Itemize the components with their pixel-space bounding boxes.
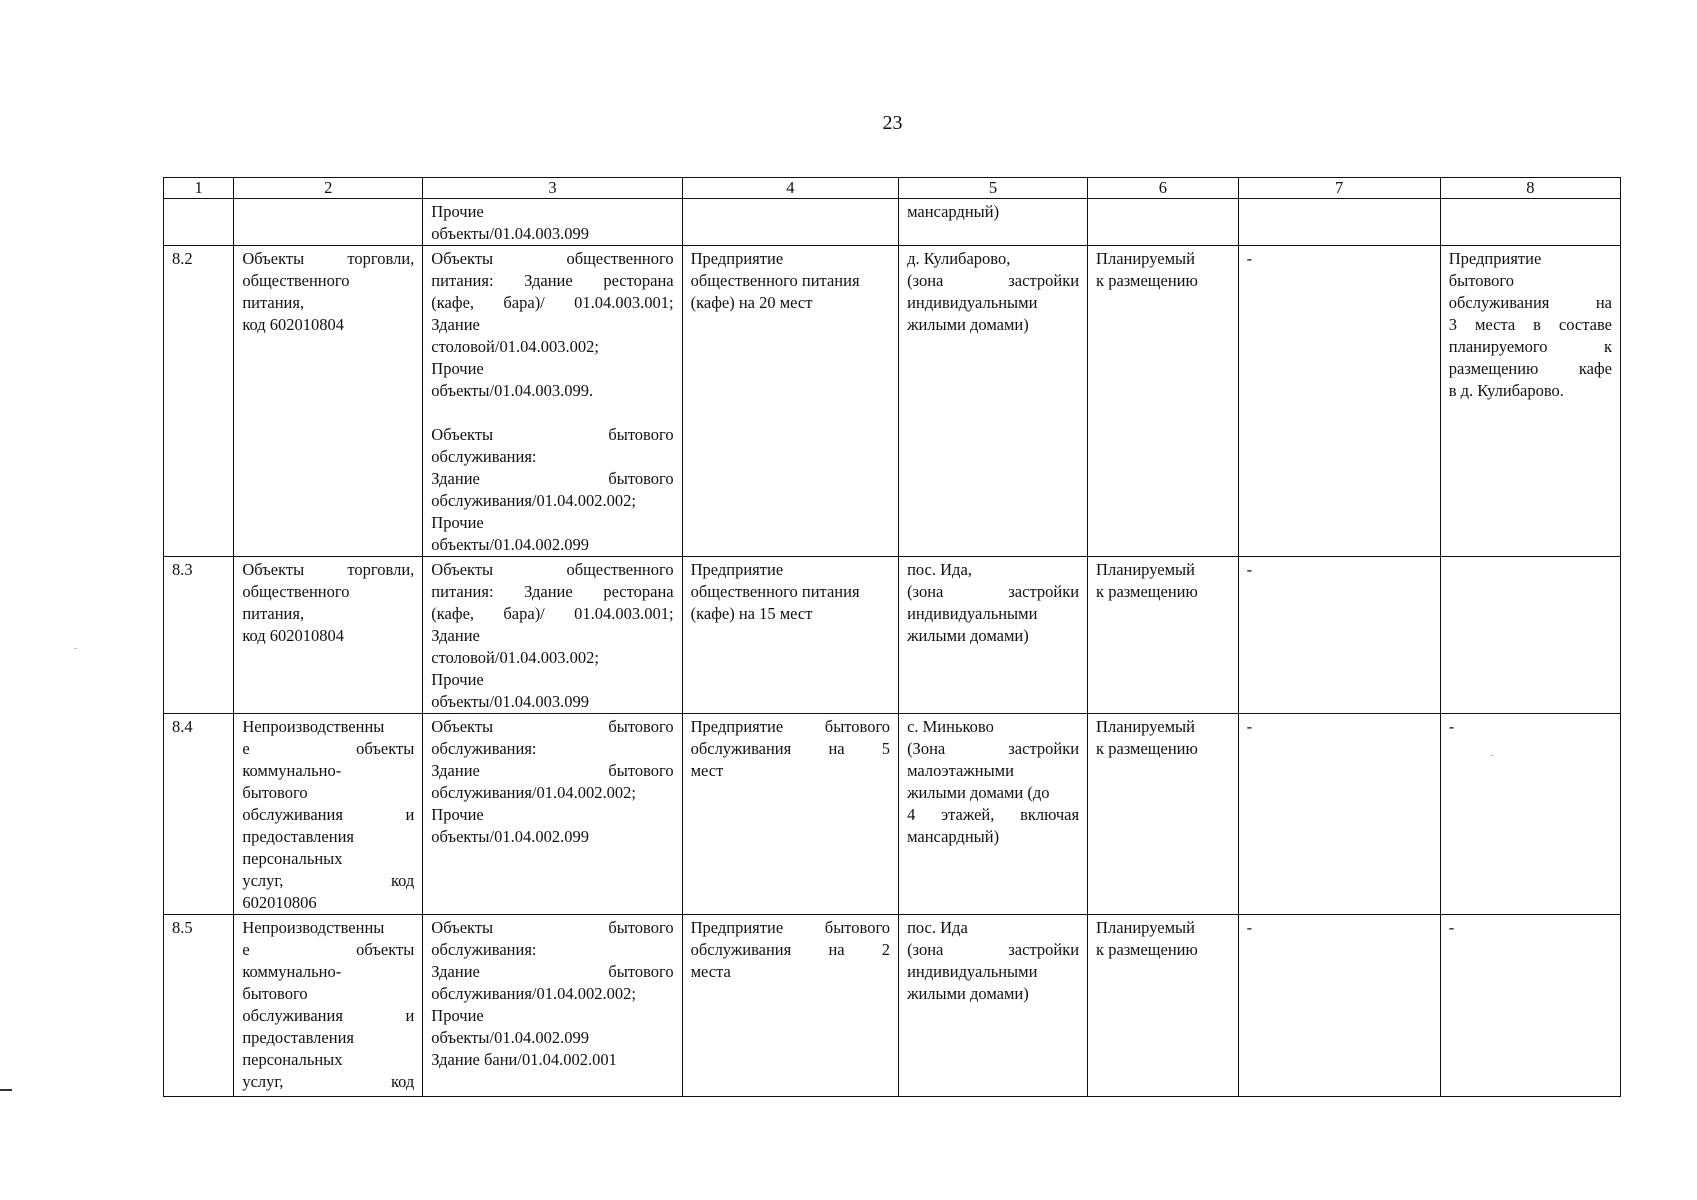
cell-line: Прочие xyxy=(431,805,484,824)
cell-line: Здание бытового xyxy=(431,962,674,981)
table-row xyxy=(164,915,1621,1097)
cell-line: объекты/01.04.002.099 xyxy=(431,535,589,554)
cell-line: Объекты общественного xyxy=(431,560,674,579)
cell-line: мест xyxy=(690,761,724,780)
cell-line: коммунально- xyxy=(242,962,342,981)
cell-line: 4 этажей, включая xyxy=(907,805,1080,824)
cell-line: Планируемый xyxy=(1096,560,1195,579)
cell-line: Здание xyxy=(431,626,480,645)
cell-line: бытового xyxy=(242,783,308,802)
cell-line: (кафе) на 20 мест xyxy=(690,293,813,312)
cell-line: (кафе, бара)/ 01.04.003.001; xyxy=(431,293,674,312)
cell-line: общественного питания xyxy=(690,582,860,601)
cell-line: обслуживания/01.04.002.002; xyxy=(431,984,636,1003)
cell-line: услуг, код xyxy=(242,871,415,890)
scan-speck xyxy=(74,648,77,649)
note-cell xyxy=(1440,915,1620,1097)
location-cell xyxy=(899,714,1088,915)
cell-line: Планируемый xyxy=(1096,717,1195,736)
cell-line: обслуживания и xyxy=(242,805,415,824)
object-name-cell xyxy=(234,915,423,1097)
location-cell xyxy=(899,199,1088,246)
cell-line: Объекты бытового xyxy=(431,717,674,736)
scan-speck xyxy=(1490,755,1493,756)
cell-line xyxy=(431,402,673,424)
cell-line: Объекты торговли, xyxy=(242,249,415,268)
column-number: 8 xyxy=(1440,178,1620,199)
cell-line: жилыми домами (до xyxy=(907,783,1050,802)
cell-line: бытового xyxy=(1448,271,1515,290)
cell-line: индивидуальными xyxy=(907,293,1038,312)
table-row xyxy=(164,246,1621,557)
column-7-cell xyxy=(1238,199,1440,246)
cell-line: обслуживания/01.04.002.002; xyxy=(431,783,636,802)
cell-line: Непроизводственны xyxy=(242,717,385,736)
cell-line: Прочие xyxy=(431,359,484,378)
cell-line: объекты/01.04.002.099 xyxy=(431,827,589,846)
enterprise-cell xyxy=(682,246,898,557)
cell-line: Предприятие бытового xyxy=(690,918,891,937)
enterprise-cell xyxy=(682,915,898,1097)
cell-line: д. Кулибарово, xyxy=(907,249,1011,268)
cell-line: Непроизводственны xyxy=(242,918,385,937)
cell-line: (кафе, бара)/ 01.04.003.001; xyxy=(431,604,674,623)
cell-line: Прочие xyxy=(431,513,484,532)
object-types-cell xyxy=(423,557,682,714)
cell-line: Планируемый xyxy=(1096,918,1195,937)
enterprise-cell xyxy=(682,714,898,915)
cell-line: индивидуальными xyxy=(907,604,1038,623)
column-7-cell: - xyxy=(1238,557,1440,714)
cell-line: Здание бытового xyxy=(431,761,674,780)
column-number: 3 xyxy=(423,178,682,199)
scan-edge-mark xyxy=(0,1089,12,1091)
cell-line: Планируемый xyxy=(1096,249,1195,268)
cell-line: персональных xyxy=(242,849,343,868)
column-number: 4 xyxy=(682,178,898,199)
column-number: 7 xyxy=(1238,178,1440,199)
row-number-cell: 8.3 xyxy=(164,557,234,714)
cell-line: обслуживания: xyxy=(431,739,537,758)
column-7-cell: - xyxy=(1238,714,1440,915)
cell-line: места xyxy=(690,962,731,981)
cell-line: планируемого к xyxy=(1448,337,1612,356)
object-types-cell xyxy=(423,915,682,1097)
cell-line: малоэтажными xyxy=(907,761,1014,780)
cell-line: обслуживания: xyxy=(431,447,537,466)
cell-line: обслуживания на 5 xyxy=(690,739,891,758)
cell-line: предоставления xyxy=(242,827,354,846)
cell-line: Объекты бытового xyxy=(431,918,674,937)
status-cell xyxy=(1088,557,1239,714)
cell-line: Прочие xyxy=(431,1006,484,1025)
cell-line: объекты/01.04.003.099 xyxy=(431,692,589,711)
cell-line: столовой/01.04.003.002; xyxy=(431,337,599,356)
cell-line: бытового xyxy=(242,984,308,1003)
object-name-cell xyxy=(234,557,423,714)
cell-line: Здание xyxy=(431,315,480,334)
cell-line: обслуживания на xyxy=(1448,293,1612,312)
cell-line: - xyxy=(1448,717,1455,736)
cell-line: Прочие xyxy=(431,670,484,689)
status-cell xyxy=(1088,915,1239,1097)
note-cell xyxy=(1440,714,1620,915)
column-7-cell: - xyxy=(1238,915,1440,1097)
column-number-row xyxy=(164,178,1621,199)
cell-line: питания: Здание ресторана xyxy=(431,582,674,601)
cell-line: (Зона застройки xyxy=(907,739,1080,758)
cell-line: 602010806 xyxy=(242,893,317,912)
object-types-cell xyxy=(423,714,682,915)
object-types-cell xyxy=(423,246,682,557)
cell-line: в д. Кулибарово. xyxy=(1448,381,1564,400)
cell-line: объекты/01.04.003.099. xyxy=(431,381,594,400)
table-row xyxy=(164,199,1621,246)
cell-line: код 602010804 xyxy=(242,626,345,645)
cell-line: Предприятие xyxy=(690,560,784,579)
cell-line: к размещению xyxy=(1096,582,1198,601)
column-number: 6 xyxy=(1088,178,1239,199)
cell-line: жилыми домами) xyxy=(907,315,1029,334)
object-types-cell xyxy=(423,199,682,246)
cell-line: коммунально- xyxy=(242,761,342,780)
cell-line: обслуживания на 2 xyxy=(690,940,891,959)
column-number: 1 xyxy=(164,178,234,199)
cell-line: столовой/01.04.003.002; xyxy=(431,648,599,667)
cell-line: общественного питания xyxy=(690,271,860,290)
object-name-cell xyxy=(234,714,423,915)
cell-line: (зона застройки xyxy=(907,940,1080,959)
enterprise-cell xyxy=(682,199,898,246)
cell-line: объекты/01.04.002.099 xyxy=(431,1028,589,1047)
cell-line: с. Миньково xyxy=(907,717,994,736)
note-cell xyxy=(1440,246,1620,557)
column-7-cell: - xyxy=(1238,246,1440,557)
row-number-cell: 8.5 xyxy=(164,915,234,1097)
location-cell xyxy=(899,557,1088,714)
row-number-cell xyxy=(164,199,234,246)
object-name-cell xyxy=(234,246,423,557)
cell-line: е объекты xyxy=(242,940,415,959)
cell-line: питания, xyxy=(242,293,305,312)
cell-line: услуг, код xyxy=(242,1072,415,1091)
cell-line: (зона застройки xyxy=(907,582,1080,601)
note-cell xyxy=(1440,557,1620,714)
location-cell xyxy=(899,246,1088,557)
cell-line: Прочие xyxy=(431,202,484,221)
row-number-cell: 8.2 xyxy=(164,246,234,557)
cell-line: код 602010804 xyxy=(242,315,345,334)
table-row xyxy=(164,714,1621,915)
cell-line: предоставления xyxy=(242,1028,354,1047)
cell-line: обслуживания/01.04.002.002; xyxy=(431,491,636,510)
cell-line: Объекты бытового xyxy=(431,425,674,444)
page-number: 23 xyxy=(882,112,903,134)
cell-line: пос. Ида, xyxy=(907,560,972,579)
cell-line: Объекты общественного xyxy=(431,249,674,268)
cell-line: Предприятие xyxy=(690,249,784,268)
cell-line: жилыми домами) xyxy=(907,984,1029,1003)
enterprise-cell xyxy=(682,557,898,714)
cell-line: е объекты xyxy=(242,739,415,758)
cell-line: общественного xyxy=(242,582,350,601)
location-cell xyxy=(899,915,1088,1097)
cell-line: мансардный) xyxy=(907,202,1000,221)
cell-line: к размещению xyxy=(1096,940,1198,959)
cell-line: к размещению xyxy=(1096,739,1198,758)
cell-line: жилыми домами) xyxy=(907,626,1029,645)
status-cell xyxy=(1088,199,1239,246)
cell-line: питания: Здание ресторана xyxy=(431,271,674,290)
note-cell xyxy=(1440,199,1620,246)
column-number: 2 xyxy=(234,178,423,199)
cell-line: размещению кафе xyxy=(1448,359,1612,378)
cell-line: объекты/01.04.003.099 xyxy=(431,224,589,243)
table-row xyxy=(164,557,1621,714)
cell-line: индивидуальными xyxy=(907,962,1038,981)
cell-line: Предприятие бытового xyxy=(690,717,891,736)
cell-line: питания, xyxy=(242,604,305,623)
cell-line: Здание бытового xyxy=(431,469,674,488)
cell-line: Здание бани/01.04.002.001 xyxy=(431,1050,617,1069)
object-name-cell xyxy=(234,199,423,246)
status-cell xyxy=(1088,246,1239,557)
cell-line: обслуживания: xyxy=(431,940,537,959)
cell-line: (зона застройки xyxy=(907,271,1080,290)
cell-line: (кафе) на 15 мест xyxy=(690,604,813,623)
cell-line: обслуживания и xyxy=(242,1006,415,1025)
cell-line: персональных xyxy=(242,1050,343,1069)
cell-line: пос. Ида xyxy=(907,918,968,937)
planned-objects-table xyxy=(163,177,1621,1097)
cell-line: общественного xyxy=(242,271,350,290)
cell-line: Объекты торговли, xyxy=(242,560,415,579)
cell-line: мансардный) xyxy=(907,827,1000,846)
cell-line: к размещению xyxy=(1096,271,1198,290)
cell-line: - xyxy=(1448,918,1455,937)
cell-line: 3 места в составе xyxy=(1448,315,1612,334)
cell-line: Предприятие xyxy=(1448,249,1542,268)
row-number-cell: 8.4 xyxy=(164,714,234,915)
status-cell xyxy=(1088,714,1239,915)
column-number: 5 xyxy=(899,178,1088,199)
